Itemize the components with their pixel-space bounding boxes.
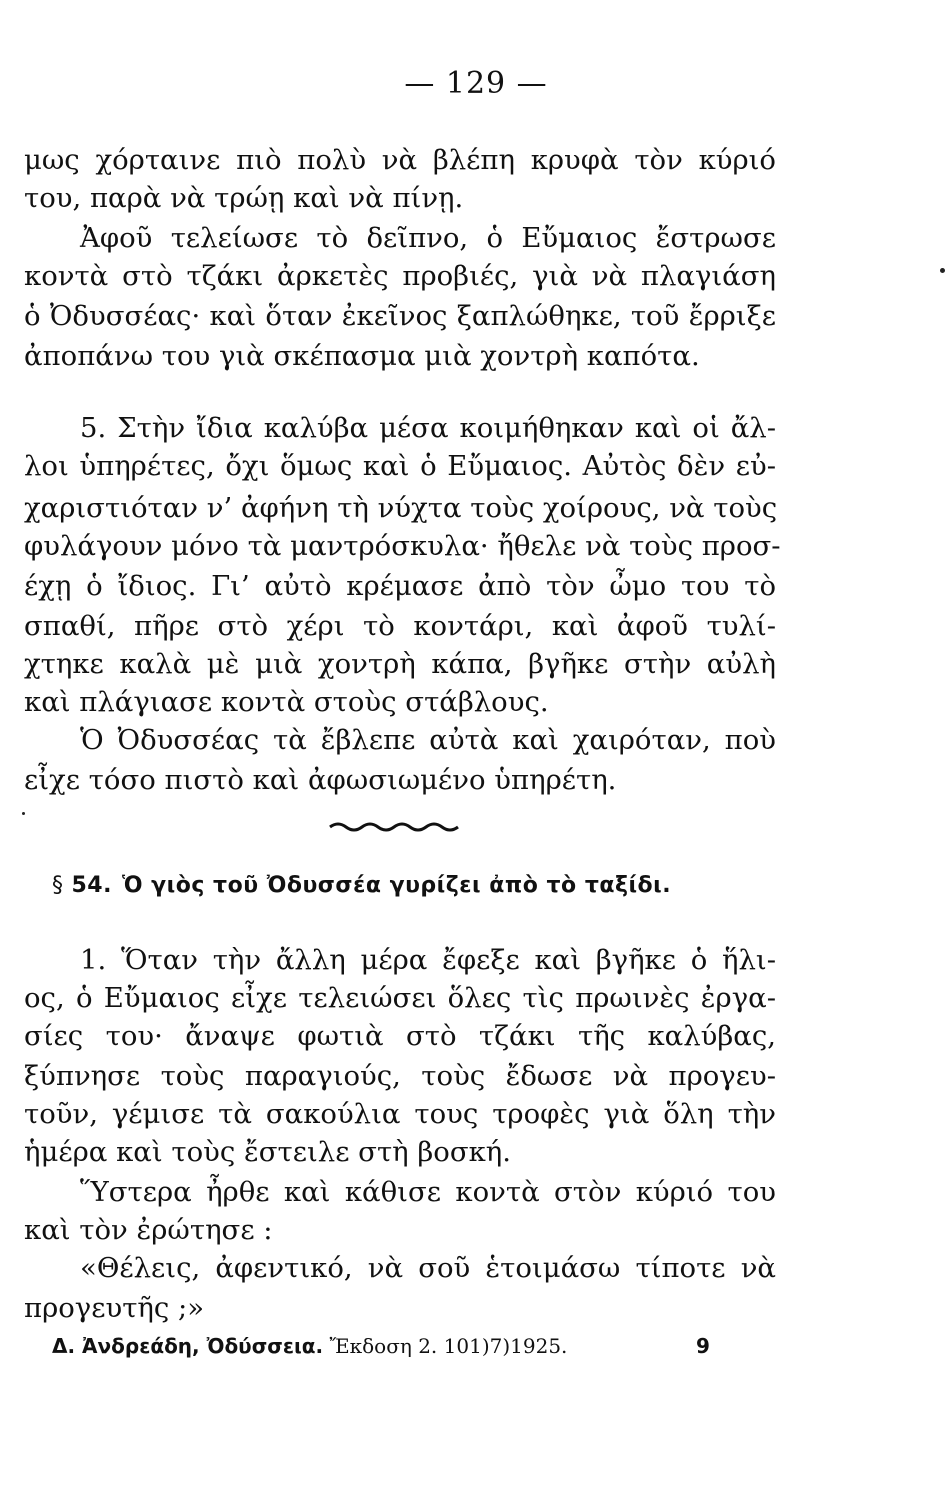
text-line: ἡμέρα καὶ τοὺς ἔστειλε στὴ βοσκή. [24, 1136, 512, 1168]
text-line: του, παρὰ νὰ τρώῃ καὶ νὰ πίνῃ. [24, 182, 464, 214]
text-line: μως χόρταινε πιὸ πολὺ νὰ βλέπη κρυφὰ τὸν κύριό [24, 144, 776, 176]
text-line: 5. Στὴν ἴδια καλύβα μέσα κοιμήθηκαν καὶ οἱ ἄλ- [80, 412, 776, 444]
text-line: λοι ὑπηρέτες, ὄχι ὅμως καὶ ὁ Εὔμαιος. Αὐτὸς δὲν εὐ- [24, 450, 776, 482]
text-line: ἀποπάνω του γιὰ σκέπασμα μιὰ χοντρὴ καπότα. [24, 340, 700, 372]
text-line: σίες του· ἄναψε φωτιὰ στὸ τζάκι τῆς καλύβας, [24, 1020, 776, 1052]
text-line: εἶχε τόσο πιστὸ καὶ ἀφωσιωμένο ὑπηρέτη. [24, 764, 617, 796]
text-line: Ὕστερα ἦρθε καὶ κάθισε κοντὰ στὸν κύριό του [80, 1176, 776, 1208]
footer-sheet-number: 9 [696, 1334, 710, 1358]
text-line: Ὁ Ὀδυσσέας τὰ ἔβλεπε αὐτὰ καὶ χαιρόταν, ποὺ [80, 724, 776, 756]
footer-signature [52, 1328, 567, 1364]
text-line: τοῦν, γέμισε τὰ σακούλια τους τροφὲς γιὰ ὅλη τὴν [24, 1098, 776, 1130]
text-line: ὁ Ὀδυσσέας· καὶ ὅταν ἐκεῖνος ξαπλώθηκε, τοῦ ἔρριξε [24, 300, 776, 332]
footer-author-title: Δ. Ἀνδρεάδη, Ὀδύσσεια. [52, 1334, 324, 1358]
section-title: Ὁ γιὸς τοῦ Ὀδυσσέα γυρίζει ἀπὸ τὸ ταξίδι. [121, 873, 672, 898]
page-number: — 129 — [404, 66, 548, 101]
text-line: έχῃ ὁ ἴδιος. Γι’ αὐτὸ κρέμασε ἀπὸ τὸν ὦμο του τὸ [24, 570, 776, 602]
text-line: προγευτῆς ;» [24, 1292, 205, 1324]
section-number: 54. [71, 873, 112, 898]
text-line: φυλάγουν μόνο τὰ μαντρόσκυλα· ἤθελε νὰ τοὺς προσ- [24, 530, 781, 562]
scan-speck [940, 268, 945, 273]
text-line: σπαθί, πῆρε στὸ χέρι τὸ κοντάρι, καὶ ἀφοῦ τυλί- [24, 610, 776, 642]
section-heading [52, 868, 671, 904]
text-line: ξύπνησε τοὺς παραγιούς, τοὺς ἔδωσε νὰ προγευ- [24, 1060, 776, 1092]
text-line: καὶ τὸν ἐρώτησε : [24, 1214, 273, 1246]
section-symbol: § [52, 873, 64, 898]
text-line: ος, ὁ Εὔμαιος εἶχε τελειώσει ὅλες τὶς πρωινὲς ἐργα- [24, 982, 776, 1014]
footer-edition: Ἔκδοση 2. 101)7)1925. [329, 1334, 568, 1358]
text-line: χαριστιόταν ν’ ἀφήνη τὴ νύχτα τοὺς χοίρους, νὰ τοὺς [24, 492, 778, 524]
text-line: καὶ πλάγιασε κοντὰ στοὺς στάβλους. [24, 686, 549, 718]
text-line: «Θέλεις, ἀφεντικό, νὰ σοῦ ἑτοιμάσω τίποτε νὰ [80, 1252, 776, 1284]
text-line: χτηκε καλὰ μὲ μιὰ χοντρὴ κάπα, βγῆκε στὴν αὐλὴ [24, 648, 776, 680]
ornament-divider-icon [328, 818, 464, 832]
scan-speck [22, 812, 25, 815]
text-line: 1. Ὅταν τὴν ἄλλη μέρα ἔφεξε καὶ βγῆκε ὁ ἥλι- [80, 944, 776, 976]
text-line: Ἀφοῦ τελείωσε τὸ δεῖπνο, ὁ Εὔμαιος ἔστρωσε [80, 222, 776, 254]
text-line: κοντὰ στὸ τζάκι ἀρκετὲς προβιές, γιὰ νὰ πλαγιάση [24, 260, 776, 292]
